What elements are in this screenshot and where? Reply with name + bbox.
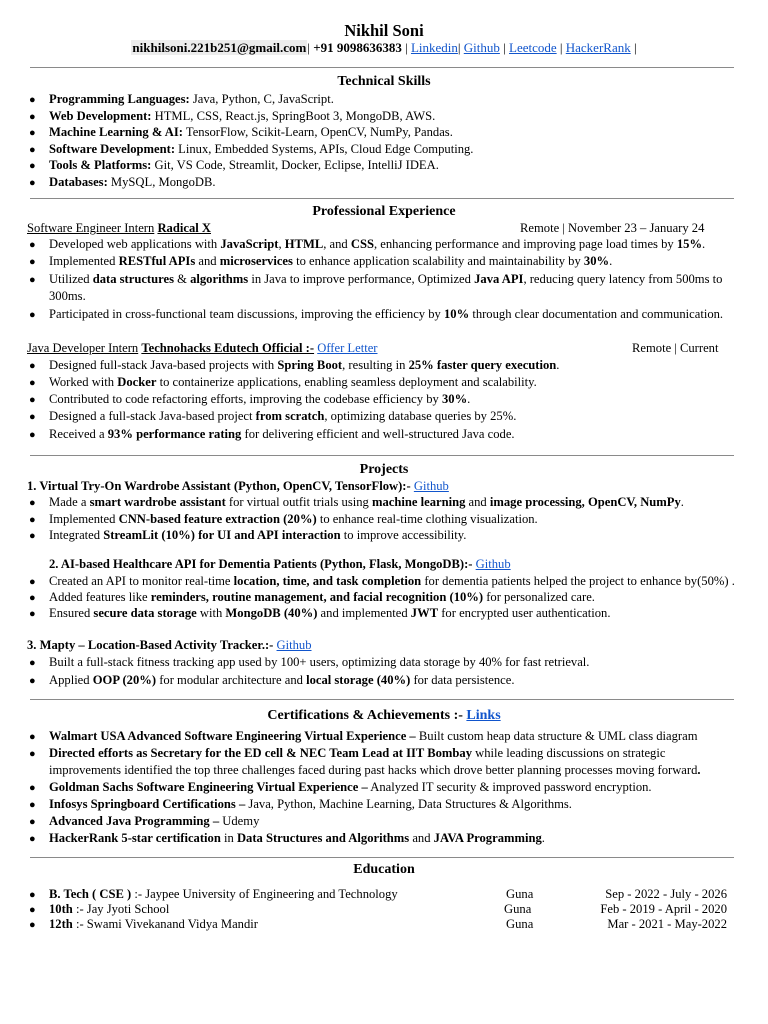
bullet-icon: ● (29, 360, 36, 372)
education-degree: 12th (49, 917, 73, 931)
experience-bullet: Participated in cross-functional team discussions, improving the efficiency by 10% through clear documentation and communication. (49, 307, 724, 321)
contact-line: nikhilsoni.221b251@gmail.com| +91 9098636383 | Linkedin| Github | Leetcode | HackerRank | (132, 40, 637, 55)
bullet-icon: ● (29, 530, 36, 542)
github-link[interactable]: Github (413, 479, 449, 493)
experience-bullet: Received a 93% performance rating for delivering efficient and well-structured Java code. (49, 427, 515, 441)
bullet-icon: ● (29, 608, 36, 620)
bullet-icon: ● (29, 816, 36, 828)
education-row: 10th :- Jay Jyoti School (49, 902, 170, 916)
experience-bullet-continued: 300ms. (49, 289, 86, 303)
bullet-icon: ● (29, 411, 36, 423)
bullet-icon: ● (29, 394, 36, 406)
skill-label: Tools & Platforms: (49, 158, 152, 172)
certification-item-continued: improvements identified the top three challenges faced during past hacks which drove better planning processes moving forward. (49, 763, 701, 777)
leetcode-link[interactable]: Leetcode (509, 40, 557, 55)
certification-item: Advanced Java Programming – Udemy (49, 814, 260, 828)
skill-value: MySQL, MongoDB. (107, 175, 216, 189)
github-link[interactable]: Github (463, 40, 500, 55)
divider (30, 857, 734, 858)
education-place: Guna (506, 917, 534, 931)
skill-item (49, 124, 453, 140)
job-meta: Remote | November 23 – January 24 (520, 221, 705, 235)
job-title (27, 340, 378, 356)
education-heading: Education (353, 862, 415, 877)
bullet-icon: ● (29, 782, 36, 794)
project-title: 1. Virtual Try-On Wardrobe Assistant (Python, OpenCV, TensorFlow):- Github (27, 479, 449, 493)
projects-heading: Projects (359, 462, 409, 477)
education-degree: 10th (49, 902, 73, 916)
bullet-icon: ● (29, 919, 36, 931)
experience-bullet: Contributed to code refactoring efforts, improving the codebase efficiency by 30%. (49, 392, 471, 406)
project-bullet: Added features like reminders, routine management, and facial recognition (10%) for personalized care. (49, 590, 595, 604)
skill-value: TensorFlow, Scikit-Learn, OpenCV, NumPy, Pandas. (182, 125, 453, 139)
skill-label: Web Development: (49, 109, 152, 123)
divider (30, 455, 734, 456)
bullet-icon: ● (29, 256, 36, 268)
education-dates: Feb - 2019 - April - 2020 (600, 902, 727, 916)
education-school: Jaypee University of Engineering and Technology (145, 887, 398, 901)
email-address[interactable]: nikhilsoni.221b251@gmail.com (132, 40, 307, 55)
phone-number: +91 9098636383 (313, 40, 402, 55)
job-company: Radical X (157, 221, 211, 235)
education-place: Guna (504, 902, 532, 916)
skill-label: Databases: (49, 175, 108, 189)
certification-item: HackerRank 5-star certification in Data Structures and Algorithms and JAVA Programming. (49, 831, 545, 845)
skill-item (49, 174, 216, 190)
github-link[interactable]: Github (276, 638, 312, 652)
skill-item (49, 108, 435, 124)
divider (30, 67, 734, 68)
certifications-heading: Certifications & Achievements :- Links (267, 708, 501, 723)
divider (30, 699, 734, 700)
skills-heading: Technical Skills (337, 74, 431, 89)
education-place: Guna (506, 887, 534, 901)
hackerrank-link[interactable]: HackerRank (565, 40, 631, 55)
education-dates: Sep - 2022 - July - 2026 (605, 887, 727, 901)
bullet-icon: ● (29, 889, 36, 901)
experience-bullet: Worked with Docker to containerize applications, enabling seamless deployment and scalability. (49, 375, 537, 389)
project-bullet: Built a full-stack fitness tracking app used by 100+ users, optimizing data storage by 40% for fast retrieval. (49, 655, 590, 669)
project-bullet: Applied OOP (20%) for modular architecture and local storage (40%) for data persistence. (49, 673, 515, 687)
project-title: 2. AI-based Healthcare API for Dementia Patients (Python, Flask, MongoDB):- Github (49, 557, 511, 571)
skill-item (49, 157, 439, 173)
certification-item: Infosys Springboard Certifications – Java, Python, Machine Learning, Data Structures & Algorithms. (49, 797, 572, 811)
bullet-icon: ● (29, 274, 36, 286)
job-role: Software Engineer Intern (27, 221, 155, 235)
bullet-icon: ● (29, 177, 36, 189)
education-degree: B. Tech ( CSE ) (49, 887, 132, 901)
job-title (27, 220, 211, 236)
bullet-icon: ● (29, 94, 36, 106)
project-bullet: Ensured secure data storage with MongoDB (40%) and implemented JWT for encrypted user authentication. (49, 606, 611, 620)
education-row: 12th :- Swami Vivekanand Vidya Mandir (49, 917, 258, 931)
experience-bullet: Developed web applications with JavaScript, HTML, and CSS, enhancing performance and improving page load times by 15%. (49, 237, 706, 251)
bullet-icon: ● (29, 127, 36, 139)
bullet-icon: ● (29, 904, 36, 916)
bullet-icon: ● (29, 111, 36, 123)
bullet-icon: ● (29, 731, 36, 743)
bullet-icon: ● (29, 497, 36, 509)
offer-letter-link[interactable]: Offer Letter (317, 341, 378, 355)
bullet-icon: ● (29, 377, 36, 389)
certification-item: Goldman Sachs Software Engineering Virtual Experience – Analyzed IT security & improved password encryption. (49, 780, 652, 794)
skill-item (49, 91, 334, 107)
skill-value: Java, Python, C, JavaScript. (189, 92, 334, 106)
project-title: 3. Mapty – Location-Based Activity Tracker.:- Github (27, 638, 312, 652)
bullet-icon: ● (29, 576, 36, 588)
skill-value: Linux, Embedded Systems, APIs, Cloud Edge Computing. (175, 142, 474, 156)
bullet-icon: ● (29, 657, 36, 669)
job-meta: Remote | Current (632, 341, 719, 355)
project-bullet: Integrated StreamLit (10%) for UI and API interaction to improve accessibility. (49, 528, 467, 542)
bullet-icon: ● (29, 799, 36, 811)
education-dates: Mar - 2021 - May-2022 (607, 917, 727, 931)
bullet-icon: ● (29, 592, 36, 604)
bullet-icon: ● (29, 675, 36, 687)
certifications-link[interactable]: Links (466, 708, 501, 723)
skill-value: HTML, CSS, React.js, SpringBoot 3, MongoDB, AWS. (151, 109, 436, 123)
bullet-icon: ● (29, 239, 36, 251)
project-bullet: Made a smart wardrobe assistant for virtual outfit trials using machine learning and image processing, OpenCV, NumPy. (49, 495, 684, 509)
bullet-icon: ● (29, 514, 36, 526)
education-school: Jay Jyoti School (86, 902, 170, 916)
bullet-icon: ● (29, 748, 36, 760)
skill-value: Git, VS Code, Streamlit, Docker, Eclipse, IntelliJ IDEA. (151, 158, 439, 172)
job-role: Java Developer Intern (27, 341, 139, 355)
candidate-name: Nikhil Soni (344, 21, 424, 40)
bullet-icon: ● (29, 429, 36, 441)
linkedin-link[interactable]: Linkedin (410, 40, 458, 55)
experience-bullet: Designed full-stack Java-based projects with Spring Boot, resulting in 25% faster query execution. (49, 358, 560, 372)
skill-label: Machine Learning & AI: (49, 125, 183, 139)
project-bullet: Created an API to monitor real-time location, time, and task completion for dementia patients helped the project to enhance by(50%) . (49, 574, 735, 588)
bullet-icon: ● (29, 833, 36, 845)
github-link[interactable]: Github (475, 557, 511, 571)
job-company: Technohacks Edutech Official :- (141, 341, 315, 355)
skill-label: Programming Languages: (49, 92, 190, 106)
bullet-icon: ● (29, 309, 36, 321)
certification-item: Walmart USA Advanced Software Engineering Virtual Experience – Built custom heap data structure & UML class diagram (49, 729, 698, 743)
education-school: Swami Vivekanand Vidya Mandir (86, 917, 258, 931)
bullet-icon: ● (29, 144, 36, 156)
experience-heading: Professional Experience (312, 204, 456, 219)
skill-label: Software Development: (49, 142, 176, 156)
skill-item (49, 141, 473, 157)
education-row: B. Tech ( CSE ) :- Jaypee University of Engineering and Technology (49, 887, 398, 901)
project-bullet: Implemented CNN-based feature extraction (20%) to enhance real-time clothing visualization. (49, 512, 538, 526)
certification-item: Directed efforts as Secretary for the ED cell & NEC Team Lead at IIT Bombay while leading discussions on strategic (49, 746, 666, 760)
experience-bullet: Implemented RESTful APIs and microservices to enhance application scalability and maintainability by 30%. (49, 254, 613, 268)
divider (30, 198, 734, 199)
bullet-icon: ● (29, 160, 36, 172)
experience-bullet: Utilized data structures & algorithms in Java to improve performance, Optimized Java API, reducing query latency from 500ms to (49, 272, 723, 286)
experience-bullet: Designed a full-stack Java-based project from scratch, optimizing database queries by 25%. (49, 409, 517, 423)
